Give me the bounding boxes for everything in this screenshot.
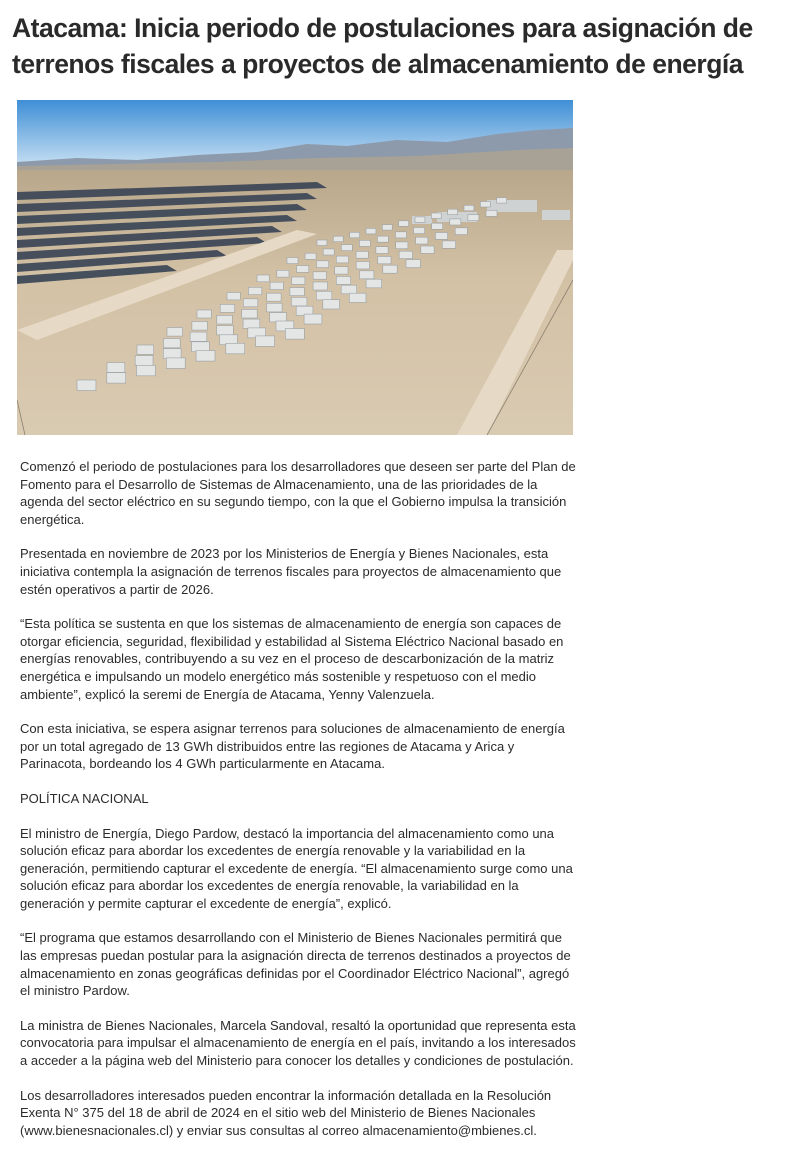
battery-container [396, 232, 407, 238]
battery-container [406, 260, 420, 268]
battery-container [257, 275, 269, 282]
battery-container [243, 319, 260, 328]
battery-storage-photo [17, 100, 573, 435]
battery-container [399, 251, 412, 258]
battery-container [217, 326, 234, 335]
battery-container [349, 293, 366, 302]
battery-container [305, 253, 316, 259]
battery-container [323, 249, 334, 255]
battery-container [256, 336, 275, 347]
battery-container [442, 241, 455, 248]
battery-container [164, 339, 181, 348]
battery-container [360, 271, 374, 279]
battery-container [359, 240, 370, 246]
battery-container [455, 228, 467, 235]
battery-container [197, 310, 211, 318]
battery-container [190, 332, 207, 341]
battery-container [468, 215, 479, 221]
battery-container [464, 205, 474, 211]
section-heading: POLÍTICA NACIONAL [20, 790, 149, 806]
battery-container [431, 213, 441, 219]
battery-container [297, 266, 309, 273]
battery-container [323, 300, 340, 309]
battery-container [316, 291, 332, 300]
battery-container [366, 279, 382, 288]
battery-container [317, 240, 327, 246]
battery-container [335, 267, 348, 274]
article-paragraph: Comenzó el periodo de postulaciones para los desarrolladores que deseen ser parte del Plan de Fomento para el Desarrollo de Sistemas de Almacenamiento, una de las prioridades de la agenda del sector eléctrico en su segundo tiempo, con la que el Gobierno impulsa la transición energética. [20, 459, 576, 527]
battery-container [480, 202, 490, 208]
battery-container [137, 345, 154, 354]
battery-container [267, 293, 281, 301]
battery-container [290, 288, 304, 296]
battery-container [416, 237, 428, 244]
battery-container [287, 258, 298, 264]
article-paragraph: El ministro de Energía, Diego Pardow, destacó la importancia del almacenamiento como una solución eficaz para abordar los excedentes de energía renovable y la variabilidad en la generación, permitiendo capturar el excedente de energía. “El almacenamiento surge como una solución eficaz para abordar los excedentes de energía renovable, la variabilidad en la generación y permite capturar el excedente de energía”, explicó. [20, 825, 573, 911]
battery-container [497, 198, 507, 204]
battery-container [414, 228, 425, 234]
battery-container [336, 276, 350, 284]
battery-container [415, 217, 425, 223]
battery-container [317, 261, 329, 268]
article-paragraph: La ministra de Bienes Nacionales, Marcela Sandoval, resaltó la oportunidad que representa esta convocatoria para impulsar el almacenamiento de energía en el país, invitando a los interesados a acceder a la página web del Ministerio para conocer los detalles y condiciones de postulación. [20, 1017, 576, 1069]
battery-container [226, 343, 245, 354]
battery-container [292, 277, 305, 284]
battery-container [350, 232, 360, 238]
battery-container [107, 363, 125, 373]
battery-container [377, 236, 388, 242]
battery-container [376, 247, 388, 254]
battery-container [196, 351, 215, 362]
battery-container [270, 313, 287, 322]
battery-container [107, 373, 126, 384]
battery-container [313, 282, 327, 290]
battery-container [382, 225, 392, 231]
battery-container [432, 223, 443, 229]
battery-container [167, 328, 183, 337]
battery-container [77, 380, 96, 391]
battery-container [242, 309, 258, 318]
battery-container [163, 349, 181, 359]
battery-container [383, 265, 397, 273]
battery-container [356, 251, 368, 258]
article-title: Atacama: Inicia periodo de postulaciones para asignación de terrenos fiscales a proyectos de almacenamiento de energía [12, 13, 753, 79]
battery-container [313, 272, 326, 279]
battery-container [486, 210, 497, 216]
battery-container [192, 322, 208, 331]
battery-container [396, 242, 408, 249]
battery-container [304, 314, 322, 324]
battery-container [336, 256, 348, 263]
article-paragraph: Los desarrolladores interesados pueden encontrar la información detallada en la Resolución Exenta N° 375 del 18 de abril de 2024 en el sitio web del Ministerio de Bienes Nacionales (www.bienesnacionales.cl) y enviar sus consultas al correo almacenamiento@mbienes.cl. [20, 1087, 552, 1138]
battery-container [291, 297, 307, 306]
battery-container [270, 282, 283, 289]
battery-container [227, 293, 240, 300]
article-paragraph: Con esta iniciativa, se espera asignar terrenos para soluciones de almacenamiento de energía por un total agregado de 13 GWh distribuidos entre las regiones de Atacama y Arica y Parinacota, bordeando los 4 GWh particularmente en Atacama. [20, 721, 565, 772]
battery-container [192, 342, 210, 352]
battery-container [166, 358, 185, 369]
battery-container [220, 304, 234, 312]
article-paragraph: Presentada en noviembre de 2023 por los Ministerios de Energía y Bienes Nacionales, esta iniciativa contempla la asignación de terrenos fiscales para proyectos de almacenamiento que estén operativos a partir de 2026. [20, 546, 562, 597]
battery-container [341, 245, 352, 251]
battery-container [277, 270, 289, 277]
battery-container [249, 287, 262, 294]
battery-container [137, 365, 156, 376]
article-paragraph: “El programa que estamos desarrollando con el Ministerio de Bienes Nacionales permitirá que las empresas puedan postular para la asignación directa de terrenos destinados a proyectos de almacenamiento en zonas geográficas definidas por el Coordinador Eléctrico Nacional”, agregó el ministro Pardow. [20, 930, 571, 999]
battery-container [267, 303, 283, 312]
battery-container [356, 262, 369, 269]
battery-container [399, 221, 409, 227]
battery-container [217, 315, 233, 324]
battery-container [450, 219, 461, 225]
battery-container [333, 236, 343, 242]
battery-container [285, 329, 304, 340]
battery-container [135, 356, 153, 366]
battery-container [448, 209, 458, 215]
battery-container [378, 256, 391, 263]
article-paragraph: “Esta política se sustenta en que los sistemas de almacenamiento de energía son capaces de otorgar eficiencia, seguridad, flexibilidad y estabilidad al Sistema Eléctrico Nacional basado en energías renovables, contribuyendo a su vez en el proceso de descarbonización de la matriz energética e impulsando un modelo energético más sostenible y respetuoso con el medio ambiente”, explicó la seremi de Energía de Atacama, Yenny Valenzuela. [20, 616, 564, 702]
battery-container [421, 246, 434, 253]
battery-container [243, 299, 257, 307]
battery-container [366, 228, 376, 234]
article-body [20, 458, 580, 1150]
battery-container [341, 285, 357, 294]
battery-container [435, 233, 447, 240]
